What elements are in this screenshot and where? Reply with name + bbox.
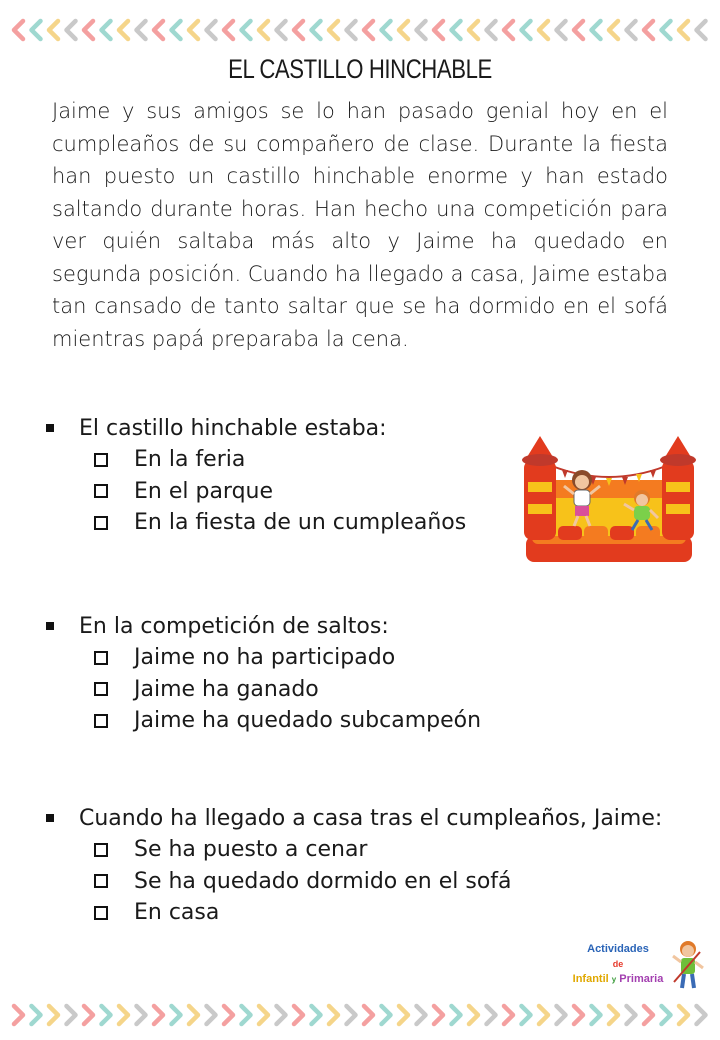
chevron-mark [644, 1006, 653, 1024]
option-text: Jaime ha ganado [134, 676, 319, 702]
chevron-mark [452, 1006, 461, 1024]
chevron-mark [259, 1006, 268, 1024]
square-bullet-icon [46, 424, 54, 432]
question-3 [46, 802, 686, 929]
option-item[interactable] [94, 642, 686, 674]
chevron-mark [189, 1006, 198, 1024]
option-item[interactable] [94, 834, 686, 866]
chevron-mark [662, 1006, 671, 1024]
option-text: En el parque [134, 478, 274, 504]
chevron-mark [539, 1006, 548, 1024]
chevron-mark [224, 1006, 233, 1024]
chevron-mark [294, 21, 303, 39]
chevron-mark [522, 1006, 531, 1024]
chevron-mark [207, 1006, 216, 1024]
chevron-mark [557, 1006, 566, 1024]
option-text: Jaime no ha participado [134, 645, 396, 671]
chevron-mark [154, 21, 163, 39]
chevron-mark [574, 21, 583, 39]
chevron-mark [84, 21, 93, 39]
question-label [46, 610, 686, 642]
chevron-mark [434, 21, 443, 39]
chevron-mark [522, 21, 531, 39]
checkbox-icon[interactable] [94, 714, 108, 728]
logo [560, 938, 708, 994]
checkbox-icon[interactable] [94, 906, 108, 920]
chevron-mark [557, 21, 566, 39]
chevron-mark [679, 1006, 688, 1024]
top-chevron-border [10, 18, 710, 42]
chevron-mark [137, 21, 146, 39]
chevron-mark [102, 21, 111, 39]
logo-word-y: y [611, 975, 617, 984]
chevron-mark [592, 21, 601, 39]
option-item[interactable] [94, 866, 686, 898]
checkbox-icon[interactable] [94, 682, 108, 696]
checkbox-icon[interactable] [94, 516, 108, 530]
chevron-mark [469, 21, 478, 39]
chevron-mark [137, 1006, 146, 1024]
logo-word-primaria: Primaria [619, 973, 664, 985]
question-label [46, 802, 686, 834]
chevron-mark [399, 1006, 408, 1024]
question-text: Cuando ha llegado a casa tras el cumpleaños, Jaime: [79, 805, 663, 831]
question-2 [46, 610, 686, 737]
chevron-mark [32, 21, 41, 39]
option-text: En la feria [134, 447, 246, 473]
checkbox-icon[interactable] [94, 453, 108, 467]
chevron-mark [382, 1006, 391, 1024]
chevron-mark [609, 1006, 618, 1024]
chevron-mark [329, 1006, 338, 1024]
bouncy-castle-icon [518, 432, 700, 572]
checkbox-icon[interactable] [94, 843, 108, 857]
logo-line-3 [560, 972, 676, 987]
option-text: En la fiesta de un cumpleaños [134, 510, 467, 536]
option-text: Jaime ha quedado subcampeón [134, 708, 482, 734]
chevron-mark [382, 21, 391, 39]
logo-line-1: Actividades [587, 943, 649, 955]
chevron-mark [207, 21, 216, 39]
option-item[interactable] [94, 674, 686, 706]
checkbox-icon[interactable] [94, 874, 108, 888]
chevron-mark [14, 1006, 23, 1024]
chevron-mark [294, 1006, 303, 1024]
chevron-mark [329, 21, 338, 39]
chevron-mark [399, 21, 408, 39]
chevron-mark [574, 1006, 583, 1024]
chevron-mark [347, 1006, 356, 1024]
chevron-mark [697, 21, 706, 39]
chevron-mark [469, 1006, 478, 1024]
chevron-mark [487, 1006, 496, 1024]
chevron-mark [627, 1006, 636, 1024]
logo-line-2: de [612, 959, 624, 969]
chevron-mark [609, 21, 618, 39]
chevron-mark [119, 21, 128, 39]
chevron-mark [347, 21, 356, 39]
chevron-mark [452, 21, 461, 39]
page-title: EL CASTILLO HINCHABLE [228, 54, 492, 84]
chevron-mark [172, 1006, 181, 1024]
chevron-mark [662, 21, 671, 39]
chevron-mark [434, 1006, 443, 1024]
chevron-mark [67, 21, 76, 39]
chevron-mark [102, 1006, 111, 1024]
chevron-mark [592, 1006, 601, 1024]
chevron-mark [84, 1006, 93, 1024]
logo-word-infantil: Infantil [572, 973, 609, 985]
chevron-mark [49, 21, 58, 39]
kid-mascot-icon [670, 938, 706, 992]
chevron-mark [697, 1006, 706, 1024]
chevron-mark [679, 21, 688, 39]
chevron-mark [504, 21, 513, 39]
chevron-mark [14, 21, 23, 39]
chevron-mark [224, 21, 233, 39]
chevron-mark [627, 21, 636, 39]
question-text: En la competición de saltos: [79, 613, 389, 639]
chevron-mark [539, 21, 548, 39]
chevron-mark [364, 21, 373, 39]
option-item[interactable] [94, 897, 686, 929]
bottom-chevron-border [10, 1003, 710, 1027]
square-bullet-icon [46, 814, 54, 822]
chevron-mark [154, 1006, 163, 1024]
chevron-mark [504, 1006, 513, 1024]
chevron-mark [49, 1006, 58, 1024]
story-text: Jaime y sus amigos se lo han pasado genial hoy en el cumpleaños de su compañero de clase. Durante la fiesta han puesto un castillo hinchable enorme y han estado saltando durante horas. Han hecho una competición para ver quién saltaba más alto y Jaime ha quedado en segunda posición. Cuando ha llegado a casa, Jaime estaba tan cansado de tanto saltar que se ha dormido en el sofá mientras papá preparaba la cena. [52, 99, 668, 351]
chevron-mark [277, 1006, 286, 1024]
option-text: Se ha quedado dormido en el sofá [134, 868, 512, 894]
chevron-mark [119, 1006, 128, 1024]
chevron-mark [417, 1006, 426, 1024]
option-text: Se ha puesto a cenar [134, 837, 368, 863]
chevron-mark [277, 21, 286, 39]
option-item[interactable] [94, 705, 686, 737]
chevron-mark [242, 1006, 251, 1024]
chevron-mark [242, 21, 251, 39]
chevron-mark [312, 21, 321, 39]
question-text: El castillo hinchable estaba: [79, 415, 387, 441]
square-bullet-icon [46, 622, 54, 630]
chevron-mark [67, 1006, 76, 1024]
chevron-mark [32, 1006, 41, 1024]
chevron-mark [364, 1006, 373, 1024]
chevron-mark [644, 21, 653, 39]
option-text: En casa [134, 900, 220, 926]
chevron-mark [417, 21, 426, 39]
chevron-mark [312, 1006, 321, 1024]
logo-text [560, 942, 676, 987]
chevron-mark [259, 21, 268, 39]
chevron-mark [172, 21, 181, 39]
chevron-mark [487, 21, 496, 39]
chevron-mark [189, 21, 198, 39]
checkbox-icon[interactable] [94, 651, 108, 665]
checkbox-icon[interactable] [94, 484, 108, 498]
